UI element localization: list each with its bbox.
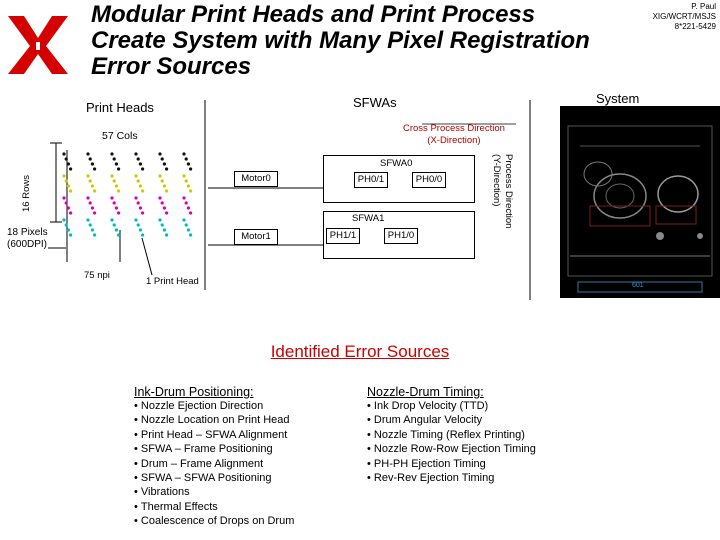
nozzle-dot	[86, 152, 89, 155]
cross-process-line1: Cross Process Direction	[403, 123, 505, 134]
nozzle-dot	[137, 201, 140, 204]
nozzle-dot	[62, 196, 65, 199]
process-dir-line2: (Y-Direction)	[491, 154, 502, 207]
pixels-label-line1: 18 Pixels	[7, 227, 48, 238]
sfwa0-label: SFWA0	[380, 158, 413, 169]
nozzle-dot	[69, 189, 72, 192]
nozzle-dot	[182, 174, 185, 177]
list-item: • PH-PH Ejection Timing	[367, 457, 597, 471]
nozzle-dot	[182, 196, 185, 199]
nozzle-dot	[115, 184, 118, 187]
nozzle-dot	[67, 228, 70, 231]
nozzle-dot	[139, 206, 142, 209]
nozzle-dot	[89, 201, 92, 204]
motor0-box: Motor0	[234, 171, 278, 187]
nozzle-dot	[117, 189, 120, 192]
nozzle-dot	[158, 152, 161, 155]
list-item: • Rev-Rev Ejection Timing	[367, 471, 597, 485]
nozzle-dot	[69, 233, 72, 236]
nozzle-dot	[161, 201, 164, 204]
one-head-label: 1 Print Head	[146, 276, 199, 287]
nozzle-dot	[185, 201, 188, 204]
ink-drum-list	[134, 399, 354, 529]
author-org: XIG/WCRT/MSJS	[652, 12, 716, 21]
npi-label: 75 npi	[84, 270, 110, 281]
nozzle-dot	[91, 206, 94, 209]
ph01-box: PH0/1	[354, 172, 388, 188]
nozzle-dot	[134, 196, 137, 199]
author-phone: 8*221-5429	[674, 22, 716, 31]
nozzle-dot	[65, 179, 68, 182]
nozzle-dot	[67, 206, 70, 209]
nozzle-dot	[161, 223, 164, 226]
nozzle-dot	[187, 206, 190, 209]
nozzle-dot	[93, 189, 96, 192]
nozzle-drum-section	[367, 385, 597, 485]
list-item: • Drum – Frame Alignment	[134, 457, 354, 471]
nozzle-dot	[113, 157, 116, 160]
nozzle-dot	[134, 174, 137, 177]
nozzle-dot	[117, 211, 120, 214]
title-line-3: Error Sources	[91, 53, 252, 80]
nozzle-drum-heading: Nozzle-Drum Timing:	[367, 385, 484, 399]
nozzle-dot	[69, 211, 72, 214]
list-item: • Nozzle Ejection Direction	[134, 399, 354, 413]
nozzle-dot	[137, 179, 140, 182]
nozzle-dot	[113, 179, 116, 182]
sfwa1-box	[323, 211, 475, 259]
ph00-box: PH0/0	[412, 172, 446, 188]
nozzle-dot	[139, 162, 142, 165]
nozzle-dot	[189, 233, 192, 236]
nozzle-dot	[163, 228, 166, 231]
list-item: • Coalescence of Drops on Drum	[134, 514, 354, 528]
rows-label: 16 Rows	[21, 175, 32, 212]
nozzle-dot	[65, 201, 68, 204]
nozzle-dot	[161, 157, 164, 160]
nozzle-dot	[187, 184, 190, 187]
nozzle-dot	[62, 174, 65, 177]
nozzle-dot	[165, 233, 168, 236]
ph11-box: PH1/1	[326, 228, 360, 244]
nozzle-dot	[161, 179, 164, 182]
nozzle-dot	[89, 157, 92, 160]
nozzle-dot	[134, 218, 137, 221]
nozzle-dot	[115, 162, 118, 165]
nozzle-dot	[163, 184, 166, 187]
nozzle-dot	[141, 167, 144, 170]
nozzle-dot	[158, 196, 161, 199]
list-item: • SFWA – Frame Positioning	[134, 442, 354, 456]
nozzle-dot	[93, 167, 96, 170]
cols-label: 57 Cols	[102, 130, 138, 142]
nozzle-dot	[139, 184, 142, 187]
nozzle-dot	[139, 228, 142, 231]
system-photo	[560, 106, 720, 298]
nozzle-dot	[141, 211, 144, 214]
nozzle-dot	[189, 211, 192, 214]
nozzle-dot	[86, 196, 89, 199]
nozzle-dot	[182, 218, 185, 221]
sfwas-label: SFWAs	[353, 95, 397, 110]
nozzle-dot	[115, 228, 118, 231]
list-item: • Nozzle Timing (Reflex Printing)	[367, 428, 597, 442]
nozzle-dot	[117, 233, 120, 236]
list-item: • Vibrations	[134, 485, 354, 499]
process-dir-line1: Process Direction	[503, 154, 514, 229]
nozzle-dot	[91, 162, 94, 165]
nozzle-dot	[182, 152, 185, 155]
list-item: • Ink Drop Velocity (TTD)	[367, 399, 597, 413]
nozzle-drum-list	[367, 399, 597, 485]
nozzle-dot	[65, 223, 68, 226]
nozzle-dot	[165, 189, 168, 192]
nozzle-dot	[110, 152, 113, 155]
nozzle-dot	[158, 218, 161, 221]
nozzle-dot	[110, 218, 113, 221]
nozzle-dot	[189, 189, 192, 192]
process-direction-label	[490, 154, 514, 228]
nozzle-dot	[165, 167, 168, 170]
nozzle-dot	[91, 228, 94, 231]
nozzle-dot	[185, 223, 188, 226]
nozzle-dot	[187, 162, 190, 165]
author-name: P. Paul	[691, 2, 716, 11]
nozzle-dot	[189, 167, 192, 170]
nozzle-dot	[141, 233, 144, 236]
nozzle-dot	[67, 162, 70, 165]
nozzle-dot	[89, 223, 92, 226]
title-line-2: Create System with Many Pixel Registration	[91, 27, 590, 54]
nozzle-dot	[65, 157, 68, 160]
nozzle-dot	[113, 223, 116, 226]
ph10-box: PH1/0	[384, 228, 418, 244]
list-item: • Thermal Effects	[134, 500, 354, 514]
nozzle-dot	[62, 218, 65, 221]
sfwa1-label: SFWA1	[352, 213, 385, 224]
nozzle-dot	[62, 152, 65, 155]
list-item: • Nozzle Row-Row Ejection Timing	[367, 442, 597, 456]
nozzle-dot	[185, 179, 188, 182]
list-item: • Nozzle Location on Print Head	[134, 413, 354, 427]
nozzle-dot	[117, 167, 120, 170]
nozzle-dot	[158, 174, 161, 177]
nozzle-dot	[93, 211, 96, 214]
cross-process-line2: (X-Direction)	[427, 135, 481, 146]
nozzle-dot	[113, 201, 116, 204]
nozzle-dot	[69, 167, 72, 170]
list-item: • Print Head – SFWA Alignment	[134, 428, 354, 442]
nozzle-array	[56, 150, 226, 250]
nozzle-dot	[93, 233, 96, 236]
error-sources-title: Identified Error Sources	[270, 342, 450, 361]
sfwa0-box	[323, 155, 475, 203]
system-label: System	[596, 91, 640, 106]
pixels-label	[7, 227, 48, 251]
nozzle-dot	[134, 152, 137, 155]
nozzle-dot	[141, 189, 144, 192]
ink-drum-heading: Ink-Drum Positioning:	[134, 385, 254, 399]
nozzle-dot	[185, 157, 188, 160]
nozzle-dot	[187, 228, 190, 231]
nozzle-dot	[137, 223, 140, 226]
title-line-1: Modular Print Heads and Print Process	[91, 1, 536, 28]
ink-drum-section	[134, 385, 354, 529]
nozzle-dot	[89, 179, 92, 182]
motor1-box: Motor1	[234, 229, 278, 245]
nozzle-dot	[110, 174, 113, 177]
nozzle-dot	[67, 184, 70, 187]
cross-process-arrow	[420, 120, 520, 130]
nozzle-dot	[110, 196, 113, 199]
print-heads-label: Print Heads	[86, 100, 154, 115]
pixels-label-line2: (600DPI)	[7, 239, 48, 250]
photo-scale-label: 601	[632, 282, 644, 289]
list-item: • Drum Angular Velocity	[367, 413, 597, 427]
nozzle-dot	[163, 162, 166, 165]
nozzle-dot	[137, 157, 140, 160]
nozzle-dot	[115, 206, 118, 209]
nozzle-dot	[86, 174, 89, 177]
nozzle-dot	[91, 184, 94, 187]
nozzle-dot	[86, 218, 89, 221]
nozzle-dot	[163, 206, 166, 209]
nozzle-dot	[165, 211, 168, 214]
list-item: • SFWA – SFWA Positioning	[134, 471, 354, 485]
